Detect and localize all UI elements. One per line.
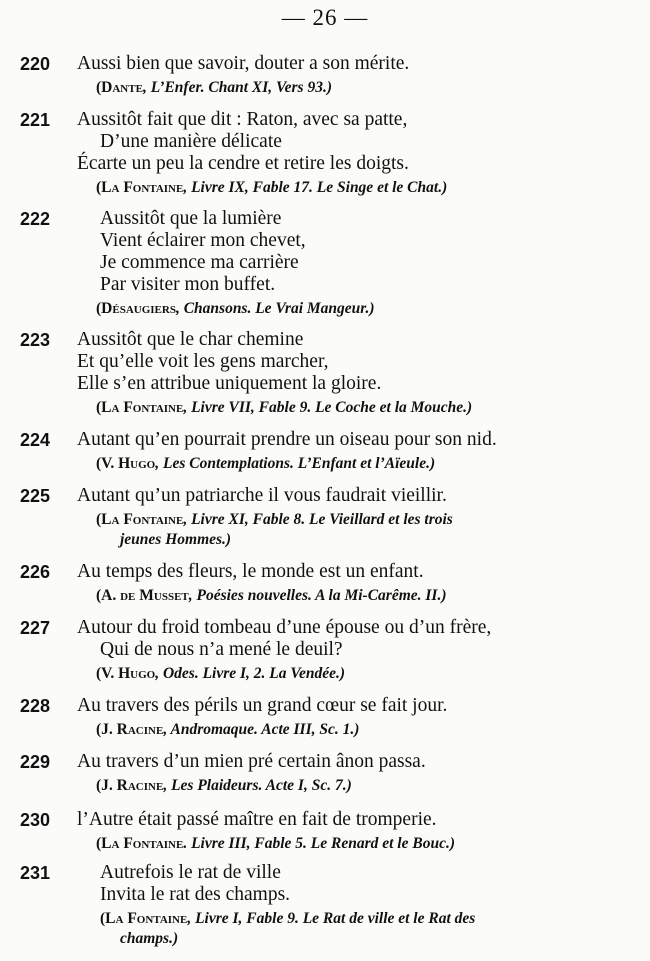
entry-number: 220	[20, 54, 51, 74]
citation-author: de Musset	[120, 587, 189, 604]
entry-number: 229	[20, 752, 51, 772]
verse-line: Au travers d’un mien pré certain ânon passa.	[77, 751, 426, 772]
citation-work: , Livre XI, Fable 8. Le Vieillard et les trois	[183, 511, 453, 528]
entry-number: 227	[20, 618, 51, 638]
citation-author: Racine	[116, 721, 164, 738]
verse-line: Vient éclairer mon chevet,	[100, 230, 306, 251]
quotation-entry	[0, 809, 650, 854]
citation-work: , Chansons. Le Vrai Mangeur.)	[175, 300, 375, 317]
citation: (La Fontaine. Livre III, Fable 5. Le Renard et le Bouc.)	[96, 835, 455, 852]
citation-author: Dante	[101, 79, 143, 96]
citation-work: , Livre I, Fable 9. Le Rat de ville et le Rat des	[187, 910, 476, 927]
entry-number: 225	[20, 486, 51, 506]
quotation-entry	[0, 617, 650, 684]
citation-author: La Fontaine	[101, 179, 184, 196]
citation: (J. Racine, Andromaque. Acte III, Sc. 1.)	[96, 721, 360, 738]
entry-number: 231	[20, 863, 51, 883]
quotation-entry	[0, 53, 650, 98]
quotation-entry	[0, 485, 650, 550]
citation-work: , Les Plaideurs. Acte I, Sc. 7.)	[163, 777, 352, 794]
citation-work: , Les Contemplations. L’Enfant et l’Aïeule.)	[155, 455, 436, 472]
verse-line: Aussitôt que le char chemine	[77, 329, 304, 350]
verse-line: Elle s’en attribue uniquement la gloire.	[77, 373, 382, 394]
citation-work: , Poésies nouvelles. A la Mi-Carême. II.)	[188, 587, 447, 604]
citation-author: Hugo	[118, 665, 156, 682]
verse-line: l’Autre était passé maître en fait de tromperie.	[77, 809, 437, 830]
citation-author: Hugo	[118, 455, 156, 472]
quotation-entry	[0, 561, 650, 606]
verse-line: Aussitôt fait que dit : Raton, avec sa patte,	[77, 109, 408, 130]
verse-line: Autant qu’en pourrait prendre un oiseau pour son nid.	[77, 429, 497, 450]
citation-author: Racine	[116, 777, 164, 794]
verse-line: Au travers des périls un grand cœur se fait jour.	[77, 695, 448, 716]
citation-work: , Livre VII, Fable 9. Le Coche et la Mouche.)	[183, 399, 473, 416]
citation-work: , L’Enfer. Chant XI, Vers 93.)	[142, 79, 332, 96]
citation-author: La Fontaine	[101, 511, 184, 528]
citation-author: La Fontaine	[101, 835, 184, 852]
citation-work: , Andromaque. Acte III, Sc. 1.)	[163, 721, 360, 738]
quotation-entry	[0, 429, 650, 474]
verse-line: Aussi bien que savoir, douter a son mérite.	[77, 53, 410, 74]
citation: (Dante, L’Enfer. Chant XI, Vers 93.)	[96, 79, 332, 96]
verse-line: Invita le rat des champs.	[100, 884, 291, 905]
citation-author: Désaugiers	[101, 300, 176, 317]
quotation-entry	[0, 329, 650, 418]
citation: (Désaugiers, Chansons. Le Vrai Mangeur.)	[96, 300, 375, 317]
citation: (La Fontaine, Livre VII, Fable 9. Le Coche et la Mouche.)	[96, 399, 473, 416]
verse-line: Et qu’elle voit les gens marcher,	[77, 351, 329, 372]
citation: (A. de Musset, Poésies nouvelles. A la Mi-Carême. II.)	[96, 587, 447, 604]
page-number: — 26 —	[281, 5, 369, 30]
citation-work: . Livre III, Fable 5. Le Renard et le Bouc.)	[183, 835, 455, 852]
citation-work: , Livre IX, Fable 17. Le Singe et le Chat.)	[183, 179, 448, 196]
entry-number: 230	[20, 810, 51, 830]
citation: (J. Racine, Les Plaideurs. Acte I, Sc. 7.)	[96, 777, 352, 794]
verse-line: Par visiter mon buffet.	[100, 274, 276, 295]
verse-line: Autrefois le rat de ville	[100, 862, 281, 883]
citation-continuation: champs.)	[120, 930, 179, 947]
quotation-entry	[0, 751, 650, 796]
citation-continuation: jeunes Hommes.)	[120, 531, 232, 548]
verse-line: Au temps des fleurs, le monde est un enfant.	[77, 561, 424, 582]
verse-line: D’une manière délicate	[100, 131, 282, 152]
verse-line: Écarte un peu la cendre et retire les doigts.	[77, 153, 409, 174]
citation-author: La Fontaine	[101, 399, 184, 416]
citation: (V. Hugo, Les Contemplations. L’Enfant et l’Aïeule.)	[96, 455, 436, 472]
entry-number: 223	[20, 330, 51, 350]
verse-line: Aussitôt que la lumière	[100, 208, 282, 229]
quotation-entry	[0, 695, 650, 740]
entry-number: 222	[20, 209, 51, 229]
entry-number: 224	[20, 430, 51, 450]
entry-number: 228	[20, 696, 51, 716]
citation: (La Fontaine, Livre I, Fable 9. Le Rat de ville et le Rat des	[100, 910, 476, 927]
citation-work: , Odes. Livre I, 2. La Vendée.)	[155, 665, 346, 682]
citation: (La Fontaine, Livre IX, Fable 17. Le Singe et le Chat.)	[96, 179, 448, 196]
verse-line: Je commence ma carrière	[100, 252, 299, 273]
quotation-entry	[0, 109, 650, 198]
entry-number: 221	[20, 110, 51, 130]
verse-line: Autant qu’un patriarche il vous faudrait vieillir.	[77, 485, 447, 506]
citation: (V. Hugo, Odes. Livre I, 2. La Vendée.)	[96, 665, 346, 682]
quotation-entry	[0, 862, 650, 949]
verse-line: Qui de nous n’a mené le deuil?	[100, 639, 343, 660]
quotation-entry	[0, 208, 650, 319]
citation-author: La Fontaine	[105, 910, 188, 927]
citation: (La Fontaine, Livre XI, Fable 8. Le Vieillard et les trois	[96, 511, 453, 528]
verse-line: Autour du froid tombeau d’une épouse ou d’un frère,	[77, 617, 492, 638]
entry-number: 226	[20, 562, 51, 582]
